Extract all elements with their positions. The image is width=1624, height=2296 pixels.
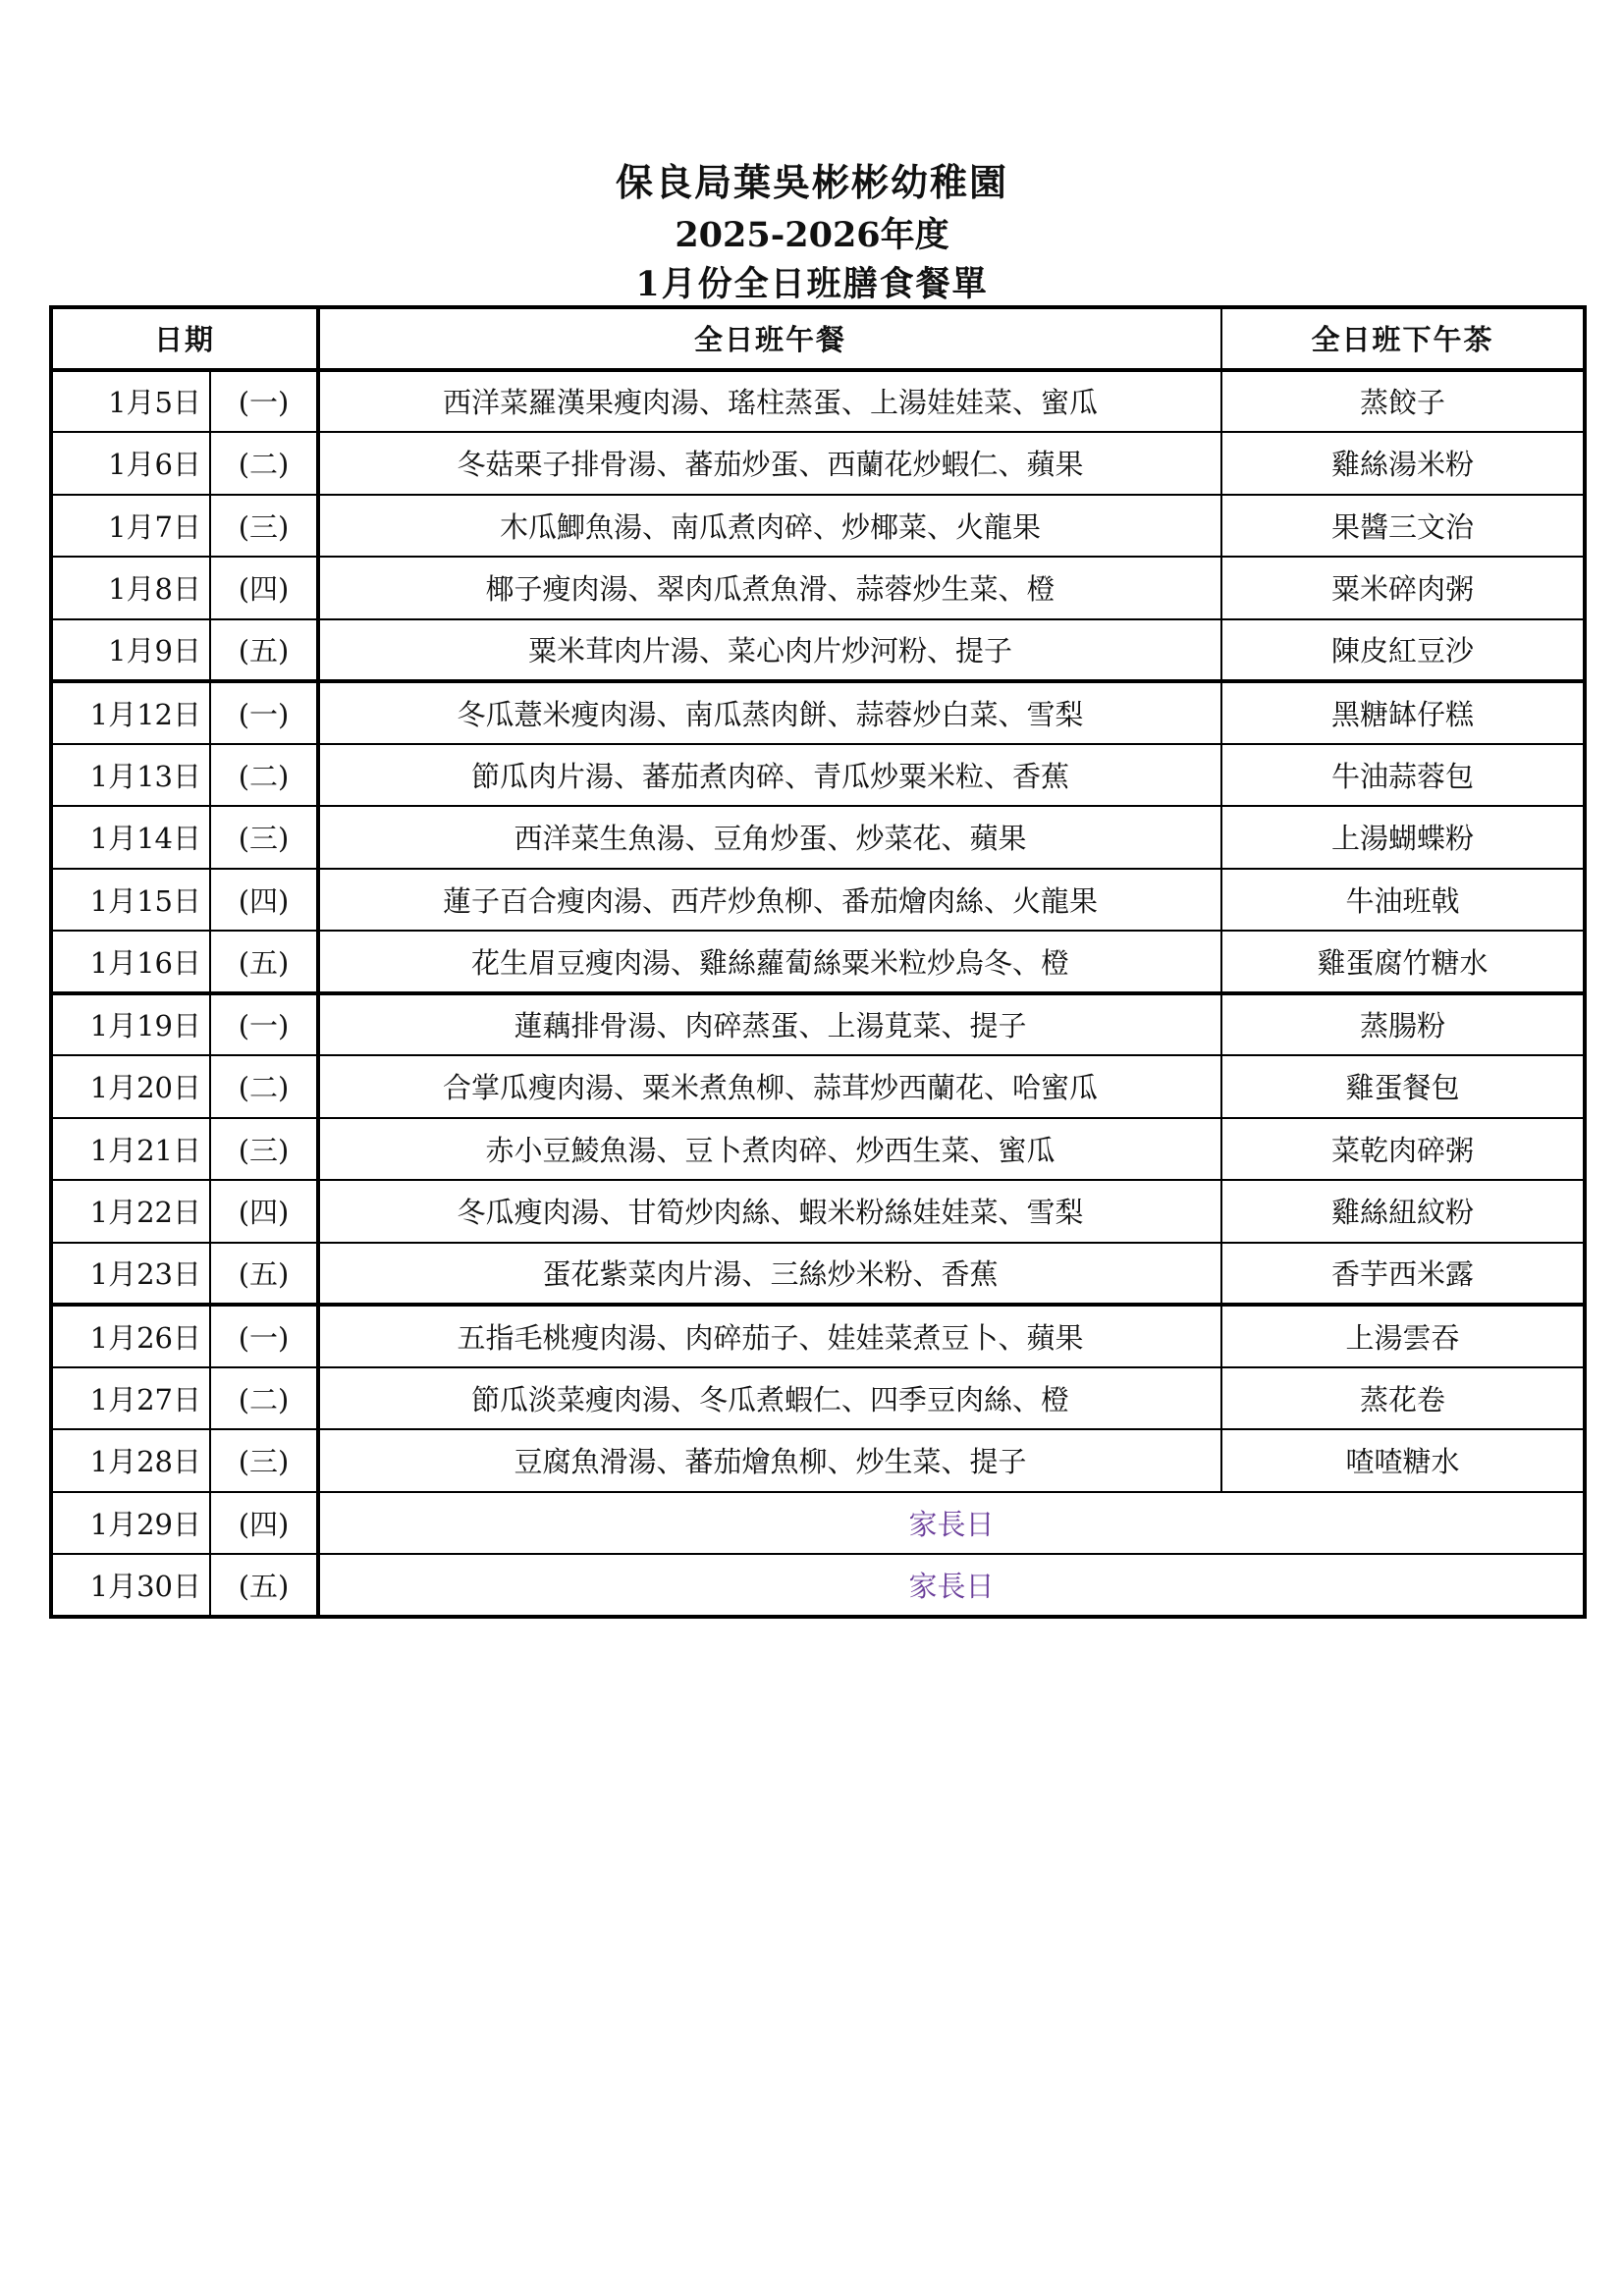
- menu-table: [49, 305, 1587, 1619]
- tea-cell: 蒸餃子: [1221, 370, 1585, 433]
- tea-cell: 菜乾肉碎粥: [1221, 1118, 1585, 1181]
- table-row: [51, 1305, 1585, 1367]
- weekday-cell: (一): [210, 993, 318, 1056]
- school-name: 保良局葉吳彬彬幼稚園: [615, 160, 1008, 204]
- weekday-cell: (二): [210, 744, 318, 807]
- date-cell: 1月5日: [51, 370, 210, 433]
- date-cell: 1月13日: [51, 744, 210, 807]
- table-row: [51, 619, 1585, 682]
- table-row: [51, 370, 1585, 433]
- lunch-column-header: 全日班午餐: [318, 307, 1221, 370]
- date-cell: 1月7日: [51, 495, 210, 558]
- weekday-cell: (四): [210, 869, 318, 932]
- date-cell: 1月21日: [51, 1118, 210, 1181]
- table-row: [51, 744, 1585, 807]
- lunch-cell: 西洋菜生魚湯、豆角炒蛋、炒菜花、蘋果: [318, 806, 1221, 869]
- lunch-cell: 西洋菜羅漢果瘦肉湯、瑤柱蒸蛋、上湯娃娃菜、蜜瓜: [318, 370, 1221, 433]
- lunch-cell: 合掌瓜瘦肉湯、粟米煮魚柳、蒜茸炒西蘭花、哈蜜瓜: [318, 1055, 1221, 1118]
- date-cell: 1月8日: [51, 557, 210, 619]
- parent-day-label: 家長日: [318, 1492, 1585, 1555]
- table-header-row: [51, 307, 1585, 370]
- tea-cell: 果醬三文治: [1221, 495, 1585, 558]
- lunch-cell: 節瓜淡菜瘦肉湯、冬瓜煮蝦仁、四季豆肉絲、橙: [318, 1367, 1221, 1430]
- weekday-cell: (五): [210, 931, 318, 993]
- lunch-cell: 冬菇栗子排骨湯、蕃茄炒蛋、西蘭花炒蝦仁、蘋果: [318, 432, 1221, 495]
- lunch-cell: 冬瓜薏米瘦肉湯、南瓜蒸肉餅、蒜蓉炒白菜、雪梨: [318, 681, 1221, 744]
- tea-cell: 牛油蒜蓉包: [1221, 744, 1585, 807]
- lunch-cell: 蓮藕排骨湯、肉碎蒸蛋、上湯莧菜、提子: [318, 993, 1221, 1056]
- academic-year: 2025-2026年度: [675, 215, 949, 255]
- date-cell: 1月14日: [51, 806, 210, 869]
- weekday-cell: (五): [210, 1554, 318, 1617]
- table-row: [51, 1367, 1585, 1430]
- weekday-cell: (四): [210, 1180, 318, 1243]
- weekday-cell: (四): [210, 557, 318, 619]
- weekday-cell: (一): [210, 370, 318, 433]
- lunch-cell: 粟米茸肉片湯、菜心肉片炒河粉、提子: [318, 619, 1221, 682]
- weekday-cell: (三): [210, 1118, 318, 1181]
- menu-body: [51, 370, 1585, 1617]
- date-cell: 1月20日: [51, 1055, 210, 1118]
- weekday-cell: (三): [210, 1429, 318, 1492]
- weekday-cell: (一): [210, 1305, 318, 1367]
- tea-cell: 陳皮紅豆沙: [1221, 619, 1585, 682]
- weekday-cell: (二): [210, 1367, 318, 1430]
- tea-cell: 雞絲紐紋粉: [1221, 1180, 1585, 1243]
- tea-cell: 香芋西米露: [1221, 1243, 1585, 1306]
- table-row: [51, 495, 1585, 558]
- parent-day-label: 家長日: [318, 1554, 1585, 1617]
- table-row: [51, 931, 1585, 993]
- date-cell: 1月28日: [51, 1429, 210, 1492]
- date-cell: 1月27日: [51, 1367, 210, 1430]
- lunch-cell: 木瓜鯽魚湯、南瓜煮肉碎、炒椰菜、火龍果: [318, 495, 1221, 558]
- tea-cell: 上湯雲吞: [1221, 1305, 1585, 1367]
- date-cell: 1月23日: [51, 1243, 210, 1306]
- date-column-header: 日期: [51, 307, 318, 370]
- tea-cell: 牛油班戟: [1221, 869, 1585, 932]
- weekday-cell: (三): [210, 495, 318, 558]
- table-row: [51, 1180, 1585, 1243]
- tea-cell: 上湯蝴蝶粉: [1221, 806, 1585, 869]
- menu-title: 1月份全日班膳食餐單: [635, 264, 989, 304]
- table-row: [51, 1243, 1585, 1306]
- lunch-cell: 花生眉豆瘦肉湯、雞絲蘿蔔絲粟米粒炒烏冬、橙: [318, 931, 1221, 993]
- date-cell: 1月22日: [51, 1180, 210, 1243]
- weekday-cell: (二): [210, 432, 318, 495]
- weekday-cell: (二): [210, 1055, 318, 1118]
- lunch-cell: 豆腐魚滑湯、蕃茄燴魚柳、炒生菜、提子: [318, 1429, 1221, 1492]
- tea-cell: 雞絲湯米粉: [1221, 432, 1585, 495]
- table-row: [51, 1429, 1585, 1492]
- table-row: [51, 993, 1585, 1056]
- lunch-cell: 椰子瘦肉湯、翠肉瓜煮魚滑、蒜蓉炒生菜、橙: [318, 557, 1221, 619]
- weekday-cell: (五): [210, 619, 318, 682]
- lunch-cell: 冬瓜瘦肉湯、甘筍炒肉絲、蝦米粉絲娃娃菜、雪梨: [318, 1180, 1221, 1243]
- tea-cell: 蒸腸粉: [1221, 993, 1585, 1056]
- date-cell: 1月29日: [51, 1492, 210, 1555]
- tea-cell: 黑糖缽仔糕: [1221, 681, 1585, 744]
- date-cell: 1月30日: [51, 1554, 210, 1617]
- lunch-cell: 蛋花紫菜肉片湯、三絲炒米粉、香蕉: [318, 1243, 1221, 1306]
- table-row: [51, 681, 1585, 744]
- parent-day-row: [51, 1492, 1585, 1555]
- tea-cell: 雞蛋餐包: [1221, 1055, 1585, 1118]
- table-row: [51, 806, 1585, 869]
- tea-cell: 雞蛋腐竹糖水: [1221, 931, 1585, 993]
- date-cell: 1月15日: [51, 869, 210, 932]
- date-cell: 1月26日: [51, 1305, 210, 1367]
- tea-column-header: 全日班下午茶: [1221, 307, 1585, 370]
- table-row: [51, 1055, 1585, 1118]
- tea-cell: 粟米碎肉粥: [1221, 557, 1585, 619]
- lunch-cell: 赤小豆鯪魚湯、豆卜煮肉碎、炒西生菜、蜜瓜: [318, 1118, 1221, 1181]
- date-cell: 1月16日: [51, 931, 210, 993]
- tea-cell: 喳喳糖水: [1221, 1429, 1585, 1492]
- table-row: [51, 432, 1585, 495]
- table-row: [51, 869, 1585, 932]
- date-cell: 1月9日: [51, 619, 210, 682]
- lunch-cell: 蓮子百合瘦肉湯、西芹炒魚柳、番茄燴肉絲、火龍果: [318, 869, 1221, 932]
- tea-cell: 蒸花卷: [1221, 1367, 1585, 1430]
- weekday-cell: (四): [210, 1492, 318, 1555]
- table-row: [51, 557, 1585, 619]
- lunch-cell: 節瓜肉片湯、蕃茄煮肉碎、青瓜炒粟米粒、香蕉: [318, 744, 1221, 807]
- weekday-cell: (五): [210, 1243, 318, 1306]
- parent-day-row: [51, 1554, 1585, 1617]
- date-cell: 1月19日: [51, 993, 210, 1056]
- table-row: [51, 1118, 1585, 1181]
- weekday-cell: (三): [210, 806, 318, 869]
- date-cell: 1月6日: [51, 432, 210, 495]
- date-cell: 1月12日: [51, 681, 210, 744]
- lunch-cell: 五指毛桃瘦肉湯、肉碎茄子、娃娃菜煮豆卜、蘋果: [318, 1305, 1221, 1367]
- weekday-cell: (一): [210, 681, 318, 744]
